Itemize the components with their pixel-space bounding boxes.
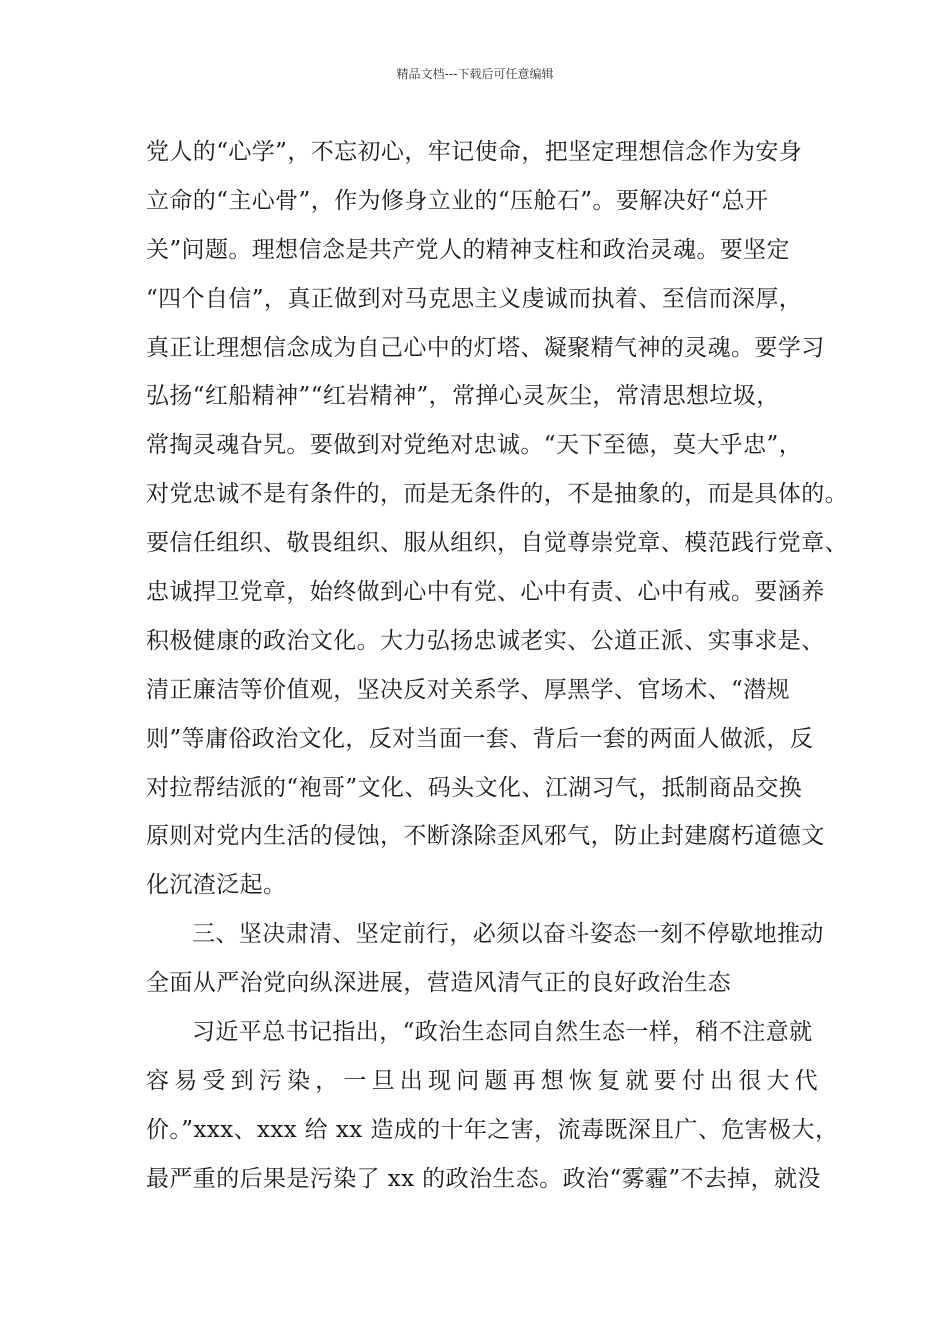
text-line: 关”问题。理想信念是共产党人的精神支柱和政治灵魂。要坚定 (146, 236, 790, 263)
text-line: 立命的“主心骨”，作为修身立业的“压舱石”。要解决好“总开 (146, 187, 769, 214)
text-line: 忠诚捍卫党章，始终做到心中有党、心中有责、心中有戒。要涵养 (146, 579, 825, 606)
text-line: 对党忠诚不是有条件的，而是无条件的，不是抽象的，而是具体的。 (146, 481, 848, 508)
text-line: 清正廉洁等价值观，坚决反对关系学、厚黑学、官场术、“潜规 (146, 676, 790, 703)
text-line: 则”等庸俗政治文化，反对当面一套、背后一套的两面人做派，反 (146, 725, 814, 752)
page-header: 精品文档---下载后可任意编辑 (396, 67, 554, 81)
text-line: 弘扬“红船精神”“红岩精神”，常掸心灵灰尘，常清思想垃圾， (146, 383, 780, 410)
text-line: “四个自信”，真正做到对马克思主义虔诚而执着、至信而深厚， (146, 285, 803, 312)
text-line: 容易受到污染，一旦出现问题再想恢复就要付出很大代 (146, 1067, 823, 1094)
text-line: 习近平总书记指出，“政治生态同自然生态一样，稍不注意就 (192, 1019, 813, 1046)
text-line: 要信任组织、敬畏组织、服从组织，自觉尊崇党章、模范践行党章、 (146, 530, 848, 557)
text-line: 真正让理想信念成为自己心中的灯塔、凝聚精气神的灵魂。要学习 (146, 334, 825, 361)
text-line: 党人的“心学”，不忘初心，牢记使命，把坚定理想信念作为安身 (146, 139, 803, 165)
section-heading-line: 三、坚决肃清、坚定前行，必须以奋斗姿态一刻不停歇地推动 (192, 921, 824, 948)
text-line: 对拉帮结派的“袍哥”文化、码头文化、江湖习气，抵制商品交换 (146, 774, 803, 801)
text-line: 最严重的后果是污染了 xx 的政治生态。政治“雾霾”不去掉，就没 (146, 1165, 821, 1192)
text-line: 原则对党内生活的侵蚀，不断涤除歪风邪气，防止封建腐朽道德文 (146, 823, 825, 850)
text-line: 常掏灵魂旮旯。要做到对党绝对忠诚。“天下至德，莫大乎忠”， (146, 432, 803, 459)
text-line: 价。”xxx、xxx 给 xx 造成的十年之害，流毒既深且广、危害极大， (146, 1116, 839, 1143)
section-heading-line: 全面从严治党向纵深进展，营造风清气正的良好政治生态 (146, 970, 731, 997)
text-line: 化沉渣泛起。 (146, 872, 287, 899)
text-line: 积极健康的政治文化。大力弘扬忠诚老实、公道正派、实事求是、 (146, 627, 825, 654)
document-body (146, 132, 848, 1208)
